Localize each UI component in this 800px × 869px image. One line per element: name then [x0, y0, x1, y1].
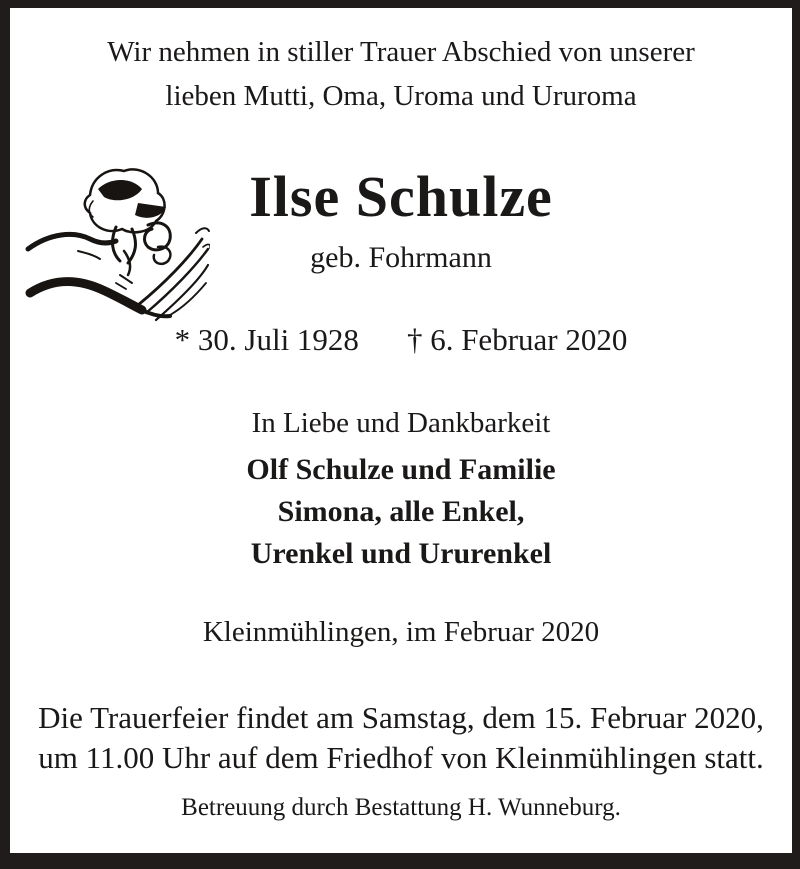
mourner-line: Urenkel und Ururenkel [250, 537, 552, 570]
place-and-date: Kleinmühlingen, im Februar 2020 [202, 616, 600, 648]
maiden-name: geb. Fohrmann [310, 241, 492, 274]
tribute-text: In Liebe und Dankbarkeit [251, 407, 551, 439]
mourners-list [10, 449, 792, 575]
undertaker-note: Betreuung durch Bestattung H. Wunneburg. [181, 794, 621, 821]
intro-line-2: lieben Mutti, Oma, Uroma und Ururoma [165, 80, 637, 112]
ceremony-info [10, 698, 792, 778]
intro-line-1: Wir nehmen in stiller Trauer Abschied von unserer [107, 36, 695, 68]
mourner-line: Simona, alle Enkel, [277, 495, 525, 528]
obituary-card [10, 8, 792, 853]
deceased-name: Ilse Schulze [249, 164, 553, 229]
mourner-line: Olf Schulze und Familie [246, 453, 556, 486]
birth-date: * 30. Juli 1928 [174, 322, 359, 357]
life-dates [10, 322, 792, 358]
ceremony-line-2: um 11.00 Uhr auf dem Friedhof von Kleinmühlingen statt. [38, 740, 764, 775]
intro-text [10, 30, 792, 118]
ceremony-line-1: Die Trauerfeier findet am Samstag, dem 15. Februar 2020, [38, 700, 764, 735]
death-date: † 6. Februar 2020 [406, 322, 628, 357]
